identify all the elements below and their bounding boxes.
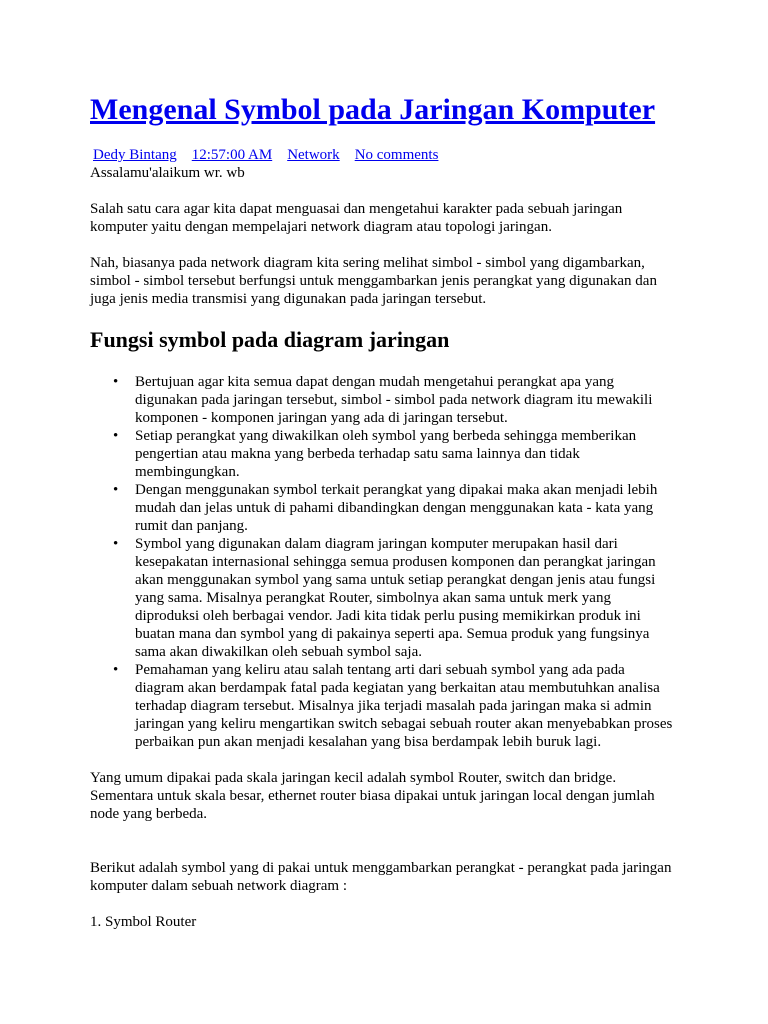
list-item: • Setiap perangkat yang diwakilkan oleh symbol yang berbeda sehingga memberikan pengertian atau makna yang berbeda terhadap satu sama lainnya dan tidak membingungkan. [113,428,637,480]
list-item: • Pemahaman yang keliru atau salah tentang arti dari sebuah symbol yang ada pada diagram akan berdampak fatal pada kegiatan yang berkaitan atau membutuhkan analisa terhadap diagram tersebut. Misalnya jika terjadi masalah pada jaringan maka si admin jaringan yang keliru mengartikan switch sebagai sebuah router akan menyebabkan proses perbaikan pun akan menjadi kesalahan yang bisa berdampak lebih buruk lagi. [113,662,673,750]
paragraph-scale: Yang umum dipakai pada skala jaringan kecil adalah symbol Router, switch dan bridge. Sementara untuk skala besar, ethernet router biasa dipakai untuk jaringan local dengan jumlah node yang berbeda. [90,770,655,822]
author-link[interactable]: Dedy Bintang [93,147,177,163]
list-item: • Dengan menggunakan symbol terkait perangkat yang dipakai maka akan menjadi lebih mudah dan jelas untuk di pahami dibandingkan dengan menggunakan kata - kata yang rumit dan panjang. [113,482,658,534]
paragraph-intro: Salah satu cara agar kita dapat menguasai dan mengetahui karakter pada sebuah jaringan komputer yaitu dengan mempelajari network diagram atau topologi jaringan. [90,201,623,235]
post-title[interactable]: Mengenal Symbol pada Jaringan Komputer [90,93,656,126]
timestamp-link[interactable]: 12:57:00 AM [191,147,273,163]
item-symbol-router: 1. Symbol Router [90,914,197,930]
label-link[interactable]: Network [287,147,340,163]
article [90,88,690,931]
bullet-icon: • [113,662,119,678]
bullet-icon: • [113,536,119,552]
section-heading: Fungsi symbol pada diagram jaringan [90,327,450,352]
list-item: • Bertujuan agar kita semua dapat dengan mudah mengetahui perangkat apa yang digunakan pada jaringan tersebut, simbol - simbol pada network diagram itu mewakili komponen - komponen jaringan yang ada di jaringan tersebut. [113,374,653,426]
bullet-icon: • [113,374,119,390]
post-meta [90,146,690,164]
list-item: • Symbol yang digunakan dalam diagram jaringan komputer merupakan hasil dari kesepakatan internasional sehingga semua produsen komponen dan perangkat jaringan akan menggunakan symbol yang sama untuk setiap perangkat dengan jenis atau fungsi yang sama. Misalnya perangkat Router, simbolnya akan sama untuk merk yang diproduksi oleh berbagai vendor. Jadi kita tidak perlu pusing memikirkan produk ini buatan mana dan symbol yang di pakainya seperti apa. Semua produk yang fungsinya sama akan diwakilkan oleh sebuah symbol saja. [113,536,656,660]
comments-link[interactable]: No comments [354,147,439,163]
greeting: Assalamu'alaikum wr. wb [90,165,245,181]
bullet-icon: • [113,428,119,444]
paragraph-symbols: Nah, biasanya pada network diagram kita sering melihat simbol - simbol yang digambarkan, simbol - simbol tersebut berfungsi untuk menggambarkan jenis perangkat yang digunakan dan juga jenis media transmisi yang digunakan pada jaringan tersebut. [90,255,657,307]
bullet-list [90,373,690,751]
paragraph-list-intro: Berikut adalah symbol yang di pakai untuk menggambarkan perangkat - perangkat pada jaringan komputer dalam sebuah network diagram : [90,860,672,894]
bullet-icon: • [113,482,119,498]
